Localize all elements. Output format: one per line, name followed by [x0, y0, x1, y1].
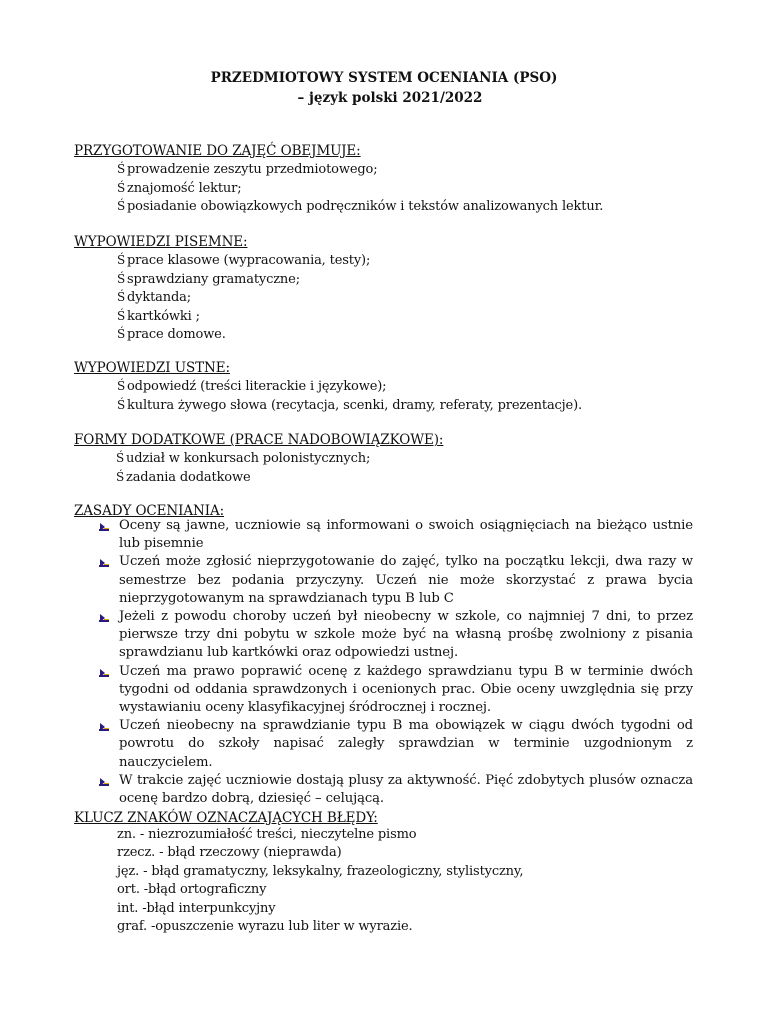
bullet-mark: Ś: [116, 469, 125, 484]
list-item-text: odpowiedź (treści literackie i językowe);: [127, 379, 387, 394]
list-item: [117, 325, 370, 344]
list-item-text: zadania dodatkowe: [126, 469, 251, 485]
section-heading-keys: KLUCZ ZNAKÓW OZNACZAJĄCYCH BŁĘDY:: [74, 810, 378, 826]
list-item-text: Uczeń nieobecny na sprawdzianie typu B ma obowiązek w ciągu dwóch tygodni od powrotu do szkoły napisać zaległy sprawdzian w terminie uzgodnionym z nauczycielem.: [119, 718, 693, 770]
list-item-text: Uczeń może zgłosić nieprzygotowanie do zajęć, tylko na początku lekcji, dwa razy w semestrze bez podania przyczyny. Uczeń nie może skorzystać z prawa bycia nieprzygotowanym na sprawdzianach typu B lub C: [119, 554, 693, 606]
list-item: graf. -opuszczenie wyrazu lub liter w wyrazie.: [117, 918, 413, 934]
list-item-text: Uczeń ma prawo poprawić ocenę z każdego sprawdzianu typu B w terminie dwóch tygodni od oddania sprawdzonych i ocenionych prac. Obie oceny uwzględnia się przy wystawianiu oceny klasyfikacyjnej śródrocznej i rocznej.: [119, 663, 693, 716]
list-item: [116, 468, 370, 487]
keys-list: [117, 826, 523, 936]
list-item: [117, 377, 582, 396]
arrow-bullet-icon: [98, 613, 110, 623]
arrow-bullet-icon: [98, 558, 110, 568]
list-item: [117, 288, 370, 307]
list-item: [97, 553, 693, 608]
bullet-mark: Ś: [117, 290, 126, 304]
arrow-bullet-icon: [98, 522, 110, 532]
list-item: [117, 251, 370, 270]
list-item: [117, 197, 603, 216]
list-item: [97, 608, 693, 663]
document-subtitle: – język polski 2021/2022: [297, 90, 483, 106]
bullet-mark: Ś: [117, 180, 126, 195]
list-item-text: kartkówki ;: [127, 308, 200, 324]
arrow-bullet-icon: [98, 668, 110, 678]
document-title: PRZEDMIOTOWY SYSTEM OCENIANIA (PSO): [210, 70, 558, 86]
list-item-text: sprawdziany gramatyczne;: [127, 271, 300, 287]
list-item-text: posiadanie obowiązkowych podręczników i tekstów analizowanych lektur.: [127, 199, 604, 214]
list-item-text: prowadzenie zeszytu przedmiotowego;: [127, 162, 378, 177]
rules-list: [97, 517, 693, 808]
section-heading-extra: FORMY DODATKOWE (PRACE NADOBOWIĄZKOWE):: [74, 432, 444, 448]
list-item: rzecz. - błąd rzeczowy (nieprawda): [117, 845, 342, 861]
list-item: [97, 663, 693, 718]
bullet-mark: Ś: [116, 451, 125, 465]
list-item-text: Jeżeli z powodu choroby uczeń był nieobecny w szkole, co najmniej 7 dni, to przez pierwsze trzy dni pobytu w szkole może być na własną prośbę zwolniony z pisania sprawdzianu lub kartkówki oraz odpowiedzi ustnej.: [119, 609, 693, 661]
list-item: [117, 307, 370, 326]
section-heading-rules: ZASADY OCENIANIA:: [74, 503, 225, 519]
section-heading-preparation: PRZYGOTOWANIE DO ZAJĘĆ OBEJMUJE:: [74, 143, 361, 159]
list-item: [97, 772, 693, 808]
list-item: int. -błąd interpunkcyjny: [117, 900, 276, 916]
list-item-text: dyktanda;: [127, 290, 191, 305]
list-item-text: znajomość lektur;: [127, 180, 242, 196]
section-heading-written: WYPOWIEDZI PISEMNE:: [74, 234, 248, 250]
section-heading-oral: WYPOWIEDZI USTNE:: [74, 360, 230, 376]
list-item: [117, 270, 370, 289]
list-item-text: udział w konkursach polonistycznych;: [126, 451, 371, 466]
list-item-text: kultura żywego słowa (recytacja, scenki, dramy, referaty, prezentacje).: [127, 397, 583, 413]
bullet-mark: Ś: [117, 199, 126, 213]
bullet-mark: Ś: [117, 397, 126, 412]
list-item-text: Oceny są jawne, uczniowie są informowani o swoich osiągnięciach na bieżąco ustnie lub pisemnie: [119, 518, 693, 552]
extra-list: [116, 449, 370, 486]
bullet-mark: Ś: [117, 271, 126, 286]
list-item-text: prace klasowe (wypracowania, testy);: [127, 253, 371, 268]
list-item: [116, 449, 370, 468]
list-item: [117, 160, 603, 179]
bullet-mark: Ś: [117, 253, 126, 267]
list-item: [117, 396, 582, 415]
arrow-bullet-icon: [98, 777, 110, 787]
list-item: ort. -błąd ortograficzny: [117, 882, 267, 898]
list-item: [97, 717, 693, 772]
bullet-mark: Ś: [117, 162, 126, 176]
bullet-mark: Ś: [117, 327, 126, 341]
bullet-mark: Ś: [117, 379, 126, 393]
list-item-text: W trakcie zajęć uczniowie dostają plusy za aktywność. Pięć zdobytych plusów oznacza ocenę bardzo dobrą, dziesięć – celującą.: [119, 772, 693, 807]
written-list: [117, 251, 370, 344]
arrow-bullet-icon: [98, 722, 110, 732]
list-item: zn. - niezrozumiałość treści, nieczytelne pismo: [117, 827, 417, 842]
list-item-text: prace domowe.: [127, 327, 226, 342]
list-item: [117, 179, 603, 198]
list-item: jęz. - błąd gramatyczny, leksykalny, frazeologiczny, stylistyczny,: [117, 863, 524, 879]
oral-list: [117, 377, 582, 414]
list-item: [97, 517, 693, 553]
bullet-mark: Ś: [117, 308, 126, 323]
preparation-list: [117, 160, 603, 216]
